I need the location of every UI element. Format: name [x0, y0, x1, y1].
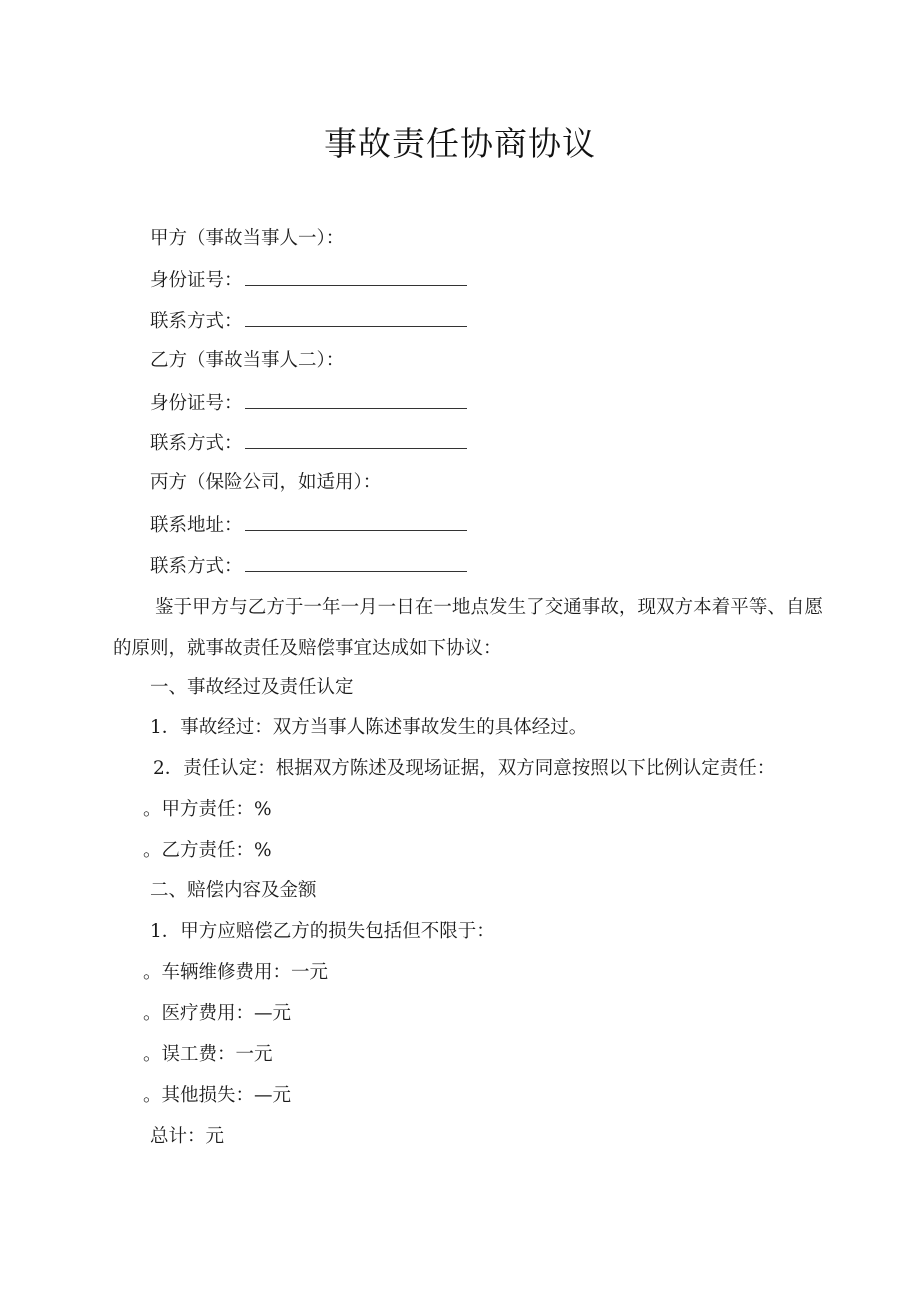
party-c-address-field[interactable] [245, 512, 467, 531]
party-c-address-label: 联系地址： [150, 515, 243, 536]
party-b-id-field[interactable] [245, 390, 467, 409]
section1-heading: 一、事故经过及责任认定 [150, 677, 354, 698]
section1-item1: 1．事故经过：双方当事人陈述事故发生的具体经过。 [150, 717, 588, 738]
party-a-id-label: 身份证号： [150, 270, 243, 291]
party-c-contact-field[interactable] [245, 553, 467, 572]
repair-cost: 。车辆维修费用：一元 [143, 962, 329, 983]
party-a-id-row [150, 267, 467, 293]
total-amount: 总计：元 [150, 1126, 225, 1147]
party-c-contact-label: 联系方式： [150, 556, 243, 577]
party-c-contact-row [150, 553, 467, 579]
party-b-id-row [150, 390, 467, 416]
party-c-address-row [150, 512, 467, 538]
party-a-responsibility: 。甲方责任：% [143, 799, 272, 820]
party-b-contact-label: 联系方式： [150, 433, 243, 454]
party-b-contact-field[interactable] [245, 430, 467, 449]
section2-heading: 二、赔偿内容及金额 [150, 880, 317, 901]
other-loss: 。其他损失：—元 [143, 1085, 292, 1106]
lost-work-cost: 。误工费：一元 [143, 1044, 273, 1065]
party-b-responsibility: 。乙方责任：% [143, 840, 272, 861]
medical-cost: 。医疗费用：—元 [143, 1003, 292, 1024]
party-a-heading: 甲方（事故当事人一）： [150, 228, 345, 249]
preamble-paragraph: 鉴于甲方与乙方于一年一月一日在一地点发生了交通事故，现双方本着平等、自愿的原则，就事故责任及赔偿事宜达成如下协议： [113, 597, 823, 659]
party-a-id-field[interactable] [245, 267, 467, 286]
party-a-contact-field[interactable] [245, 308, 467, 327]
party-b-id-label: 身份证号： [150, 393, 243, 414]
section2-item1: 1．甲方应赔偿乙方的损失包括但不限于： [150, 921, 495, 942]
party-a-contact-label: 联系方式： [150, 311, 243, 332]
party-a-contact-row [150, 308, 467, 334]
party-b-heading: 乙方（事故当事人二）： [150, 350, 345, 371]
party-c-heading: 丙方（保险公司，如适用）： [150, 472, 382, 493]
party-b-contact-row [150, 430, 467, 456]
section1-item2: 2．责任认定：根据双方陈述及现场证据，双方同意按照以下比例认定责任： [153, 758, 776, 779]
document-title: 事故责任协商协议 [324, 124, 596, 163]
